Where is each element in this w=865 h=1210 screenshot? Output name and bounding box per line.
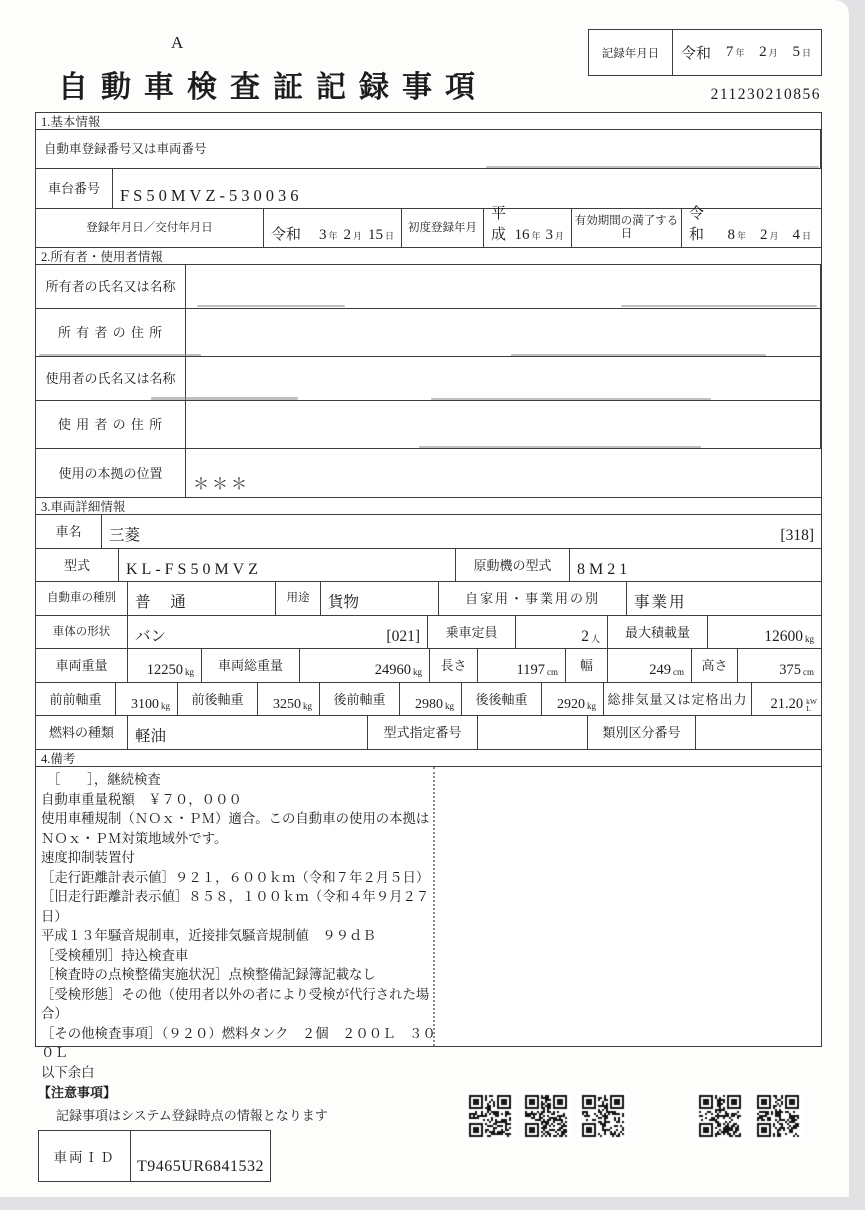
owner-name-label: 所有者の氏名又は名称 <box>36 265 186 308</box>
body-shape-row <box>35 615 822 650</box>
remark-line: ［検査時の点検整備実施状況］点検整備記録簿記載なし <box>41 967 376 982</box>
category-value: 普 通 <box>128 582 276 615</box>
remarks-text <box>41 770 437 1082</box>
day-unit: 日 <box>801 48 811 58</box>
qr-code <box>521 1091 571 1141</box>
axle-rr-value: 2920 kg <box>542 683 604 716</box>
notice-text: 記録事項はシステム登録時点の情報となります <box>56 1108 328 1123</box>
vehicle-id-box <box>38 1130 271 1182</box>
displacement-label: 総排気量又は定格出力 <box>604 683 752 716</box>
expiry-era: 令和 <box>689 206 705 243</box>
type-designation-label: 型式指定番号 <box>368 716 478 749</box>
record-date-label: 記録年月日 <box>589 30 673 75</box>
section-basic-info-header: 1.基本情報 <box>35 112 822 131</box>
capacity-value: 2 人 <box>516 616 608 649</box>
reg-date-era: 令和 <box>271 227 302 243</box>
reg-date-value: 令和 3 年 2 月 15 日 <box>264 209 402 247</box>
section-vehicle-detail-header: 3.車両詳細情報 <box>35 497 822 516</box>
displacement-units: kW L <box>806 696 817 713</box>
remark-line: 平成１３年騒音規制車，近接排気騒音規制値 ９９ｄＢ <box>41 928 376 943</box>
weight-dimensions-row <box>35 648 822 683</box>
category-row <box>35 581 822 616</box>
year-unit: 年 <box>735 48 745 58</box>
qr-code <box>578 1091 628 1141</box>
first-reg-era: 平成 <box>491 206 507 243</box>
remarks-box <box>35 766 822 1080</box>
axle-rf-label: 後前軸重 <box>320 683 400 716</box>
fuel-label: 燃料の種類 <box>36 716 128 749</box>
owner-address-value <box>186 309 821 357</box>
remark-line: ［旧走行距離計表示値］８５８，１００ｋｍ（令和４年９月２７日） <box>41 889 430 924</box>
base-location-label: 使用の本拠の位置 <box>36 449 186 497</box>
axle-ff-value: 3100 kg <box>116 683 178 716</box>
remark-line: 以下余白 <box>41 1064 95 1080</box>
owner-address-label: 所 有 者 の 住 所 <box>36 309 186 357</box>
remark-line: ［受検形態］その他（使用者以外の者により受検が代行された場合） <box>41 986 430 1021</box>
max-load-value: 12600 kg <box>764 627 814 645</box>
width-label: 幅 <box>566 649 608 682</box>
owner-name-value <box>186 265 821 308</box>
remark-line: ［受検種別］持込検査車 <box>41 947 189 963</box>
car-name-value <box>102 515 821 548</box>
vehicle-id-label: 車両ＩＤ <box>39 1131 131 1181</box>
form-corner-mark: A <box>171 33 184 52</box>
remark-line: 自動車重量税額 ￥７０，０００ <box>41 791 242 807</box>
vehicle-weight-value: 12250 kg <box>128 649 202 682</box>
page-title: 自動車検査証記録事項 <box>58 71 488 104</box>
remark-line: ［ ］，継続検査 <box>47 772 161 787</box>
type-designation-value <box>478 716 588 749</box>
qr-code <box>695 1091 745 1141</box>
user-name-label: 使用者の氏名又は名称 <box>36 357 186 400</box>
body-shape-label: 車体の形状 <box>36 616 128 649</box>
first-reg-value: 平成 16 年 3 月 <box>484 209 572 247</box>
model-row <box>35 548 822 583</box>
certificate-tables <box>35 113 822 1080</box>
engine-model-value: 8M21 <box>577 560 632 578</box>
section-remarks-header: 4.備考 <box>35 749 822 768</box>
record-date-value <box>673 30 821 75</box>
private-business-label: 自家用・事業用の別 <box>439 582 627 615</box>
max-load-label: 最大積載量 <box>608 616 708 649</box>
fuel-value: 軽油 <box>128 716 368 749</box>
class-number-label: 類別区分番号 <box>588 716 696 749</box>
car-name-label: 車名 <box>36 515 102 548</box>
section-owner-info-header: 2.所有者・使用者情報 <box>35 247 822 266</box>
body-shape-text: バン <box>135 627 167 645</box>
car-name-row <box>35 514 822 549</box>
vehicle-id-value: T9465UR6841532 <box>137 1158 264 1175</box>
remark-line: 速度抑制装置付 <box>41 850 135 865</box>
axle-rr-label: 後後軸重 <box>462 683 542 716</box>
owner-address-row <box>35 308 822 358</box>
user-address-label: 使 用 者 の 住 所 <box>36 401 186 449</box>
user-name-value <box>186 357 821 400</box>
gross-weight-value: 24960 kg <box>300 649 430 682</box>
remark-line: ［その他検査事項］（９２０）燃料タンク ２個 ２００Ｌ ３００Ｌ <box>41 1025 436 1060</box>
user-name-row <box>35 356 822 401</box>
chassis-number-label: 車台番号 <box>36 169 113 209</box>
base-location-value: ＊＊＊ <box>193 476 251 493</box>
length-value: 1197 cm <box>478 649 566 682</box>
document-number: 211230210856 <box>710 86 821 103</box>
private-business-value: 事業用 <box>634 594 687 611</box>
first-reg-label: 初度登録年月 <box>402 209 484 247</box>
vehicle-weight-label: 車両重量 <box>36 649 128 682</box>
expiry-label: 有効期間の満了する日 <box>572 209 682 247</box>
car-name-text: 三菱 <box>109 527 141 544</box>
user-address-row <box>35 400 822 450</box>
height-label: 高さ <box>692 649 738 682</box>
user-address-value <box>186 401 821 449</box>
base-location-row <box>35 448 822 498</box>
capacity-label: 乗車定員 <box>428 616 516 649</box>
use-value: 貨物 <box>321 582 439 615</box>
axle-weights-row <box>35 682 822 717</box>
axle-fr-value: 3250 kg <box>258 683 320 716</box>
notice-title: 【注意事項】 <box>38 1085 117 1100</box>
person-unit: 人 <box>590 633 600 644</box>
expiry-value: 令和 8 年 2 月 4 日 <box>682 209 821 247</box>
class-number-value <box>696 716 821 749</box>
qr-code <box>465 1091 515 1141</box>
engine-model-label: 原動機の型式 <box>456 549 570 582</box>
model-label: 型式 <box>36 549 119 582</box>
length-label: 長さ <box>430 649 478 682</box>
chassis-number-value: FS50MVZ-530036 <box>120 185 303 205</box>
car-name-code: [318] <box>780 527 814 544</box>
owner-name-row <box>35 264 822 309</box>
record-date-year: 7 <box>725 44 734 60</box>
body-shape-value <box>128 616 428 649</box>
record-date-month: 2 <box>759 44 767 60</box>
height-value: 375 cm <box>779 662 814 678</box>
remark-line: 使用車種規制（ＮＯｘ・ＰＭ）適合。この自動車の使用の本拠はＮＯｘ・ＰＭ対策地域外です。 <box>41 811 430 846</box>
axle-fr-label: 前後軸重 <box>178 683 258 716</box>
record-date-day: 5 <box>792 44 800 60</box>
width-value: 249 cm <box>608 649 692 682</box>
reg-number-value <box>209 147 223 151</box>
axle-rf-value: 2980 kg <box>400 683 462 716</box>
reg-number-label: 自動車登録番号又は車両番号 <box>44 141 207 156</box>
displacement-value: 21.20 kW L <box>770 695 817 713</box>
gross-weight-label: 車両総重量 <box>202 649 300 682</box>
reg-date-label: 登録年月日／交付年月日 <box>36 209 264 247</box>
registration-dates-row <box>35 208 822 248</box>
month-unit: 月 <box>768 48 778 58</box>
qr-code <box>753 1091 803 1141</box>
remark-line: ［走行距離計表示値］９２１，６００ｋｍ（令和７年２月５日） <box>41 869 430 885</box>
category-label: 自動車の種別 <box>36 582 128 615</box>
reg-number-row <box>35 129 822 169</box>
record-date-box <box>588 29 822 76</box>
fuel-row <box>35 715 822 750</box>
body-shape-code: [021] <box>386 627 420 645</box>
model-value: KL-FS50MVZ <box>119 549 456 582</box>
use-label: 用途 <box>276 582 321 615</box>
axle-ff-label: 前前軸重 <box>36 683 116 716</box>
record-date-era: 令和 <box>681 46 712 62</box>
